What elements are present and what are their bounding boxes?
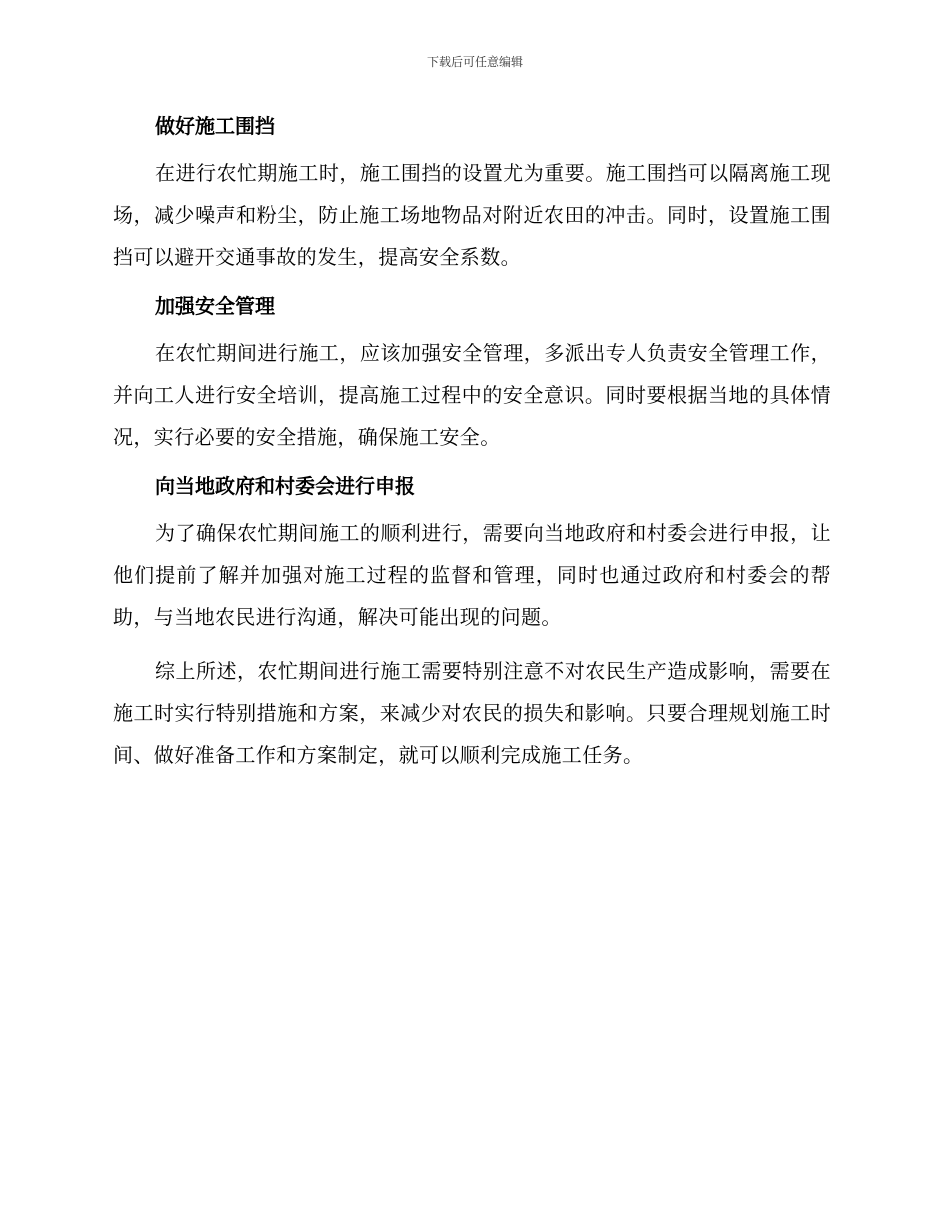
section-heading-report: 向当地政府和村委会进行申报 xyxy=(155,474,415,498)
section-heading-safety: 加强安全管理 xyxy=(155,294,275,318)
section-heading-enclosure: 做好施工围挡 xyxy=(155,114,275,138)
section-paragraph-report: 为了确保农忙期间施工的顺利进行，需要向当地政府和村委会进行申报，让他们提前了解并加强对施工过程的监督和管理，同时也通过政府和村委会的帮助，与当地农民进行沟通，解决可能出现的问题。 xyxy=(113,521,831,629)
section-paragraph-safety: 在农忙期间进行施工，应该加强安全管理，多派出专人负责安全管理工作，并向工人进行安全培训，提高施工过程中的安全意识。同时要根据当地的具体情况，实行必要的安全措施，确保施工安全。 xyxy=(113,341,831,449)
document-body xyxy=(113,110,831,776)
conclusion-paragraph: 综上所述，农忙期间进行施工需要特别注意不对农民生产造成影响，需要在施工时实行特别措施和方案，来减少对农民的损失和影响。只要合理规划施工时间、做好准备工作和方案制定，就可以顺利完成施工任务。 xyxy=(113,659,831,767)
section-paragraph-enclosure: 在进行农忙期施工时，施工围挡的设置尤为重要。施工围挡可以隔离施工现场，减少噪声和粉尘，防止施工场地物品对附近农田的冲击。同时，设置施工围挡可以避开交通事故的发生，提高安全系数。 xyxy=(113,161,831,269)
page-header-note: 下载后可任意编辑 xyxy=(426,55,523,69)
